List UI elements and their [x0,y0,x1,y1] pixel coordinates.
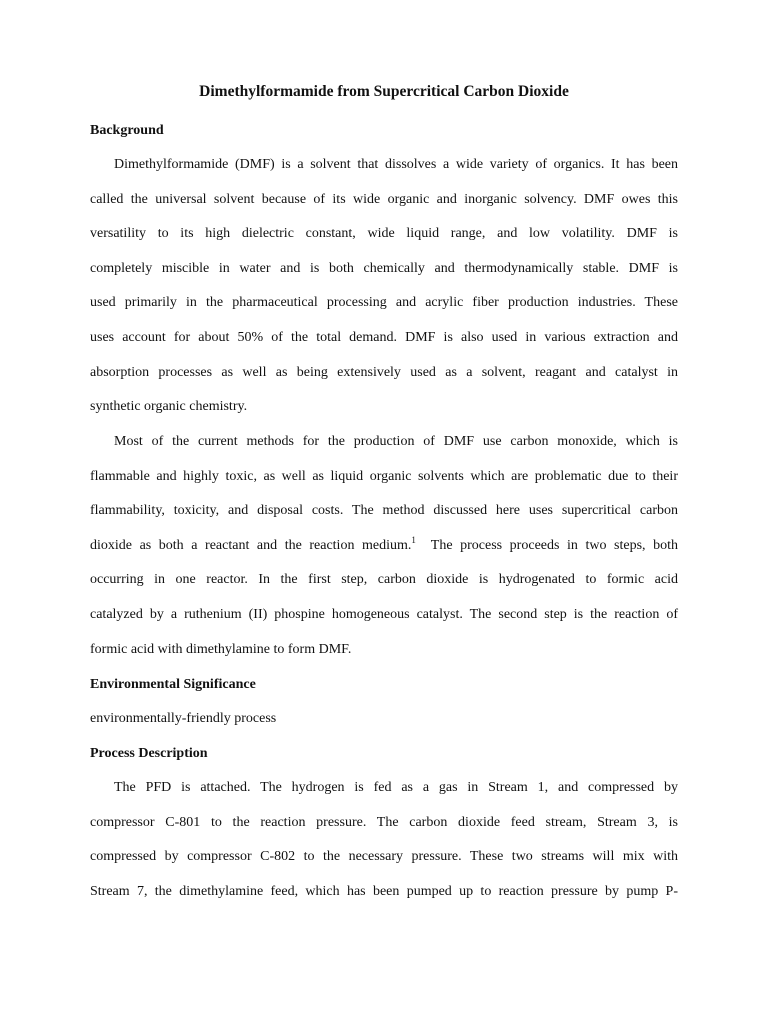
paragraph-text: The process proceeds in two steps, both [415,538,678,553]
paragraph-line: absorption processes as well as being extensively used as a solvent, reagant and catalyst in [90,365,678,380]
paragraph-text: dioxide as both a reactant and the reaction medium. [90,538,412,553]
footnote-marker: 1 [411,535,416,545]
paragraph-line: Most of the current methods for the production of DMF use carbon monoxide, which is [114,434,678,449]
paragraph-line: Stream 7, the dimethylamine feed, which has been pumped up to reaction pressure by pump P- [90,884,678,899]
paragraph-line: Dimethylformamide (DMF) is a solvent that dissolves a wide variety of organics. It has been [114,157,678,172]
heading-process-description: Process Description [90,746,208,761]
document-title: Dimethylformamide from Supercritical Carbon Dioxide [199,83,569,100]
heading-background: Background [90,123,164,138]
paragraph-line: used primarily in the pharmaceutical processing and acrylic fiber production industries. These [90,295,678,310]
paragraph-line: environmentally-friendly process [90,711,277,726]
paragraph-line: occurring in one reactor. In the first step, carbon dioxide is hydrogenated to formic acid [90,572,678,587]
paragraph-line: The PFD is attached. The hydrogen is fed as a gas in Stream 1, and compressed by [114,780,678,795]
heading-environmental-significance: Environmental Significance [90,677,256,692]
paragraph-line [90,537,678,555]
paragraph-line: compressed by compressor C-802 to the necessary pressure. These two streams will mix with [90,849,678,864]
paragraph-line: catalyzed by a ruthenium (II) phospine homogeneous catalyst. The second step is the reaction of [90,607,678,622]
paragraph-line: flammability, toxicity, and disposal costs. The method discussed here uses supercritical carbon [90,503,678,518]
paragraph-line: flammable and highly toxic, as well as liquid organic solvents which are problematic due to their [90,469,678,484]
paragraph-line: completely miscible in water and is both chemically and thermodynamically stable. DMF is [90,261,678,276]
paragraph-line: uses account for about 50% of the total demand. DMF is also used in various extraction and [90,330,678,345]
paragraph-line: synthetic organic chemistry. [90,399,248,414]
paragraph-line: compressor C-801 to the reaction pressure. The carbon dioxide feed stream, Stream 3, is [90,815,678,830]
paragraph-line: called the universal solvent because of its wide organic and inorganic solvency. DMF owes this [90,192,678,207]
paragraph-line: versatility to its high dielectric constant, wide liquid range, and low volatility. DMF is [90,226,678,241]
paragraph-line: formic acid with dimethylamine to form DMF. [90,642,352,657]
